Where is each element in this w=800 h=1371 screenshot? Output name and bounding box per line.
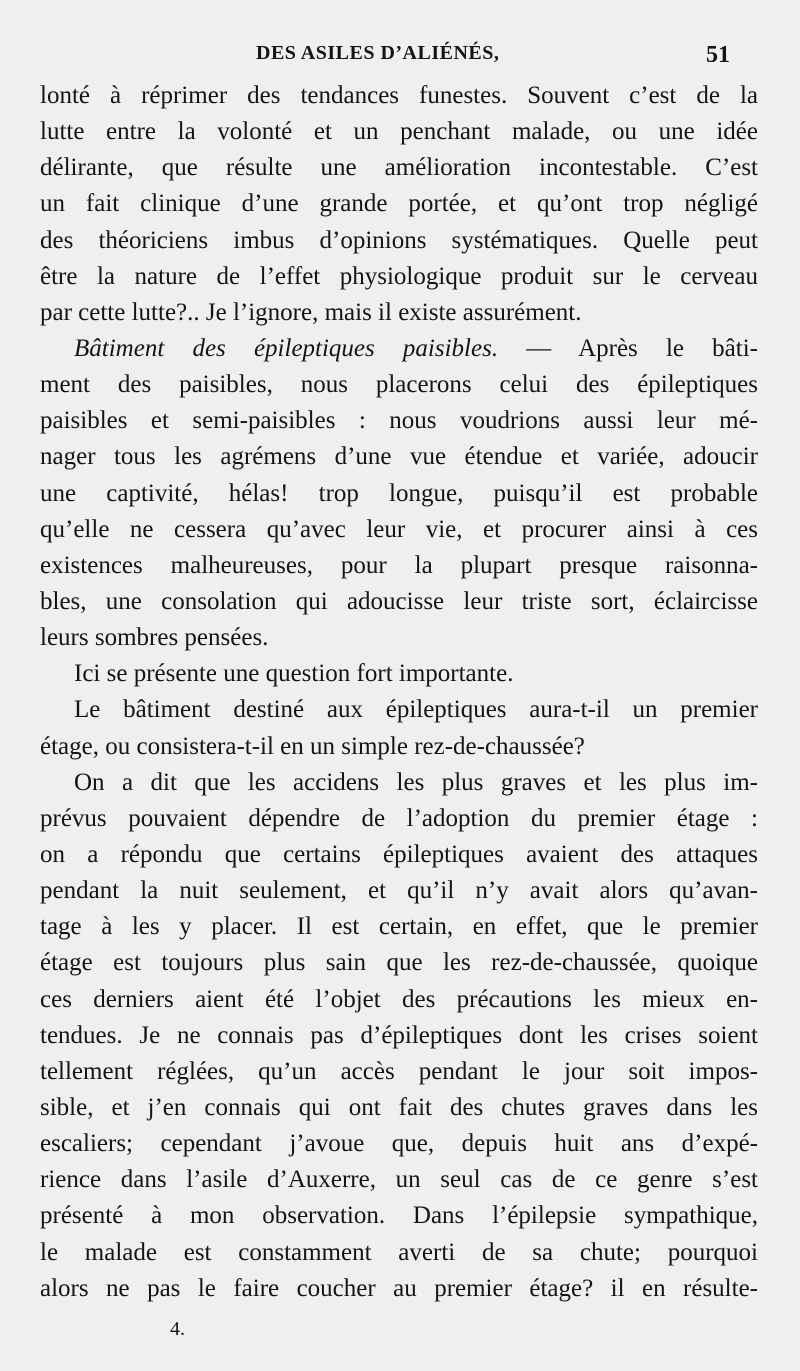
text-line (40, 945, 758, 981)
text-line (40, 1018, 758, 1054)
text-line (40, 1198, 758, 1234)
text-line (40, 78, 758, 114)
text-line (40, 367, 758, 403)
text-line (40, 223, 758, 259)
text-line (40, 439, 758, 475)
line-text: on a répondu que certains épileptiques avaient des attaques (40, 840, 758, 868)
text-line (40, 150, 758, 186)
line-text: On a dit que les accidens les plus graves et les plus im- (74, 768, 758, 796)
line-text: prévus pouvaient dépendre de l’adoption du premier étage : (40, 804, 758, 832)
line-text: paisibles et semi-paisibles : nous voudrions aussi leur mé- (40, 407, 758, 435)
page-header (0, 42, 800, 72)
line-text: qu’elle ne cessera qu’avec leur vie, et procurer ainsi à ces (40, 515, 758, 543)
text-line (40, 692, 758, 728)
text-line (40, 584, 758, 620)
line-text: un fait clinique d’une grande portée, et qu’ont trop négligé (40, 190, 758, 218)
line-text: Le bâtiment destiné aux épileptiques aura-t-il un premier (74, 696, 758, 724)
line-text: rience dans l’asile d’Auxerre, un seul cas de ce genre s’est (40, 1166, 758, 1194)
line-text: ces derniers aient été l’objet des précautions les mieux en- (40, 985, 758, 1013)
text-line (40, 259, 758, 295)
line-text: le malade est constamment averti de sa chute; pourquoi (40, 1238, 758, 1266)
line-text: une captivité, hélas! trop longue, puisqu’il est probable (40, 479, 758, 507)
text-line (40, 982, 758, 1018)
text-line (40, 512, 758, 548)
line-text: être la nature de l’effet physiologique produit sur le cerveau (40, 262, 758, 290)
line-text: nager tous les agrémens d’une vue étendue et variée, adoucir (40, 443, 758, 471)
line-text: par cette lutte?.. Je l’ignore, mais il existe assurément. (40, 298, 582, 326)
text-line (40, 873, 758, 909)
line-text: escaliers; cependant j’avoue que, depuis huit ans d’expé- (40, 1130, 758, 1158)
section-heading: Bâtiment des épileptiques paisibles. (74, 334, 499, 362)
line-text: lonté à réprimer des tendances funestes. Souvent c’est de la (40, 82, 758, 109)
line-text: présenté à mon observation. Dans l’épilepsie sympathique, (40, 1202, 758, 1230)
text-line (40, 186, 758, 222)
line-text: délirante, que résulte une amélioration incontestable. C’est (40, 154, 758, 182)
text-line (40, 114, 758, 150)
line-text: ment des paisibles, nous placerons celui des épileptiques (40, 371, 758, 399)
line-text: — Après le bâti- (498, 334, 758, 362)
line-text: bles, une consolation qui adoucisse leur triste sort, éclaircisse (40, 587, 758, 615)
text-line (40, 1126, 758, 1162)
signature-mark: 4. (170, 1318, 185, 1340)
line-text: Ici se présente une question fort importante. (74, 660, 514, 688)
line-text: étage est toujours plus sain que les rez-de-chaussée, quoique (40, 949, 758, 977)
body-text (40, 78, 758, 1307)
line-text: tendues. Je ne connais pas d’épileptiques dont les crises soient (40, 1021, 758, 1049)
line-text: existences malheureuses, pour la plupart presque raisonna- (40, 551, 758, 579)
line-text: alors ne pas le faire coucher au premier étage? il en résulte- (40, 1274, 758, 1302)
text-line (40, 729, 758, 765)
text-line (40, 837, 758, 873)
text-line (40, 1162, 758, 1198)
text-line (40, 801, 758, 837)
text-line (40, 1054, 758, 1090)
line-text: tellement réglées, qu’un accès pendant le jour soit impos- (40, 1057, 758, 1085)
text-line (40, 476, 758, 512)
line-text: leurs sombres pensées. (40, 624, 269, 652)
text-line (40, 1235, 758, 1271)
text-line (40, 620, 758, 656)
text-line (40, 1271, 758, 1307)
line-text: tage à les y placer. Il est certain, en effet, que le premier (40, 913, 758, 941)
text-line (40, 656, 758, 692)
line-text: pendant la nuit seulement, et qu’il n’y avait alors qu’avan- (40, 877, 758, 905)
line-text: étage, ou consistera-t-il en un simple rez-de-chaussée? (40, 732, 585, 760)
page-number: 51 (706, 42, 730, 68)
running-title: DES ASILES D’ALIÉNÉS, (256, 42, 500, 64)
text-line (40, 1090, 758, 1126)
text-line (40, 909, 758, 945)
line-text: des théoriciens imbus d’opinions systématiques. Quelle peut (40, 226, 758, 254)
text-line (40, 331, 758, 367)
line-text: sible, et j’en connais qui ont fait des chutes graves dans les (40, 1093, 758, 1121)
text-line (40, 548, 758, 584)
text-line (40, 403, 758, 439)
text-line (40, 765, 758, 801)
line-text: lutte entre la volonté et un penchant malade, ou une idée (40, 118, 758, 146)
text-line (40, 295, 758, 331)
